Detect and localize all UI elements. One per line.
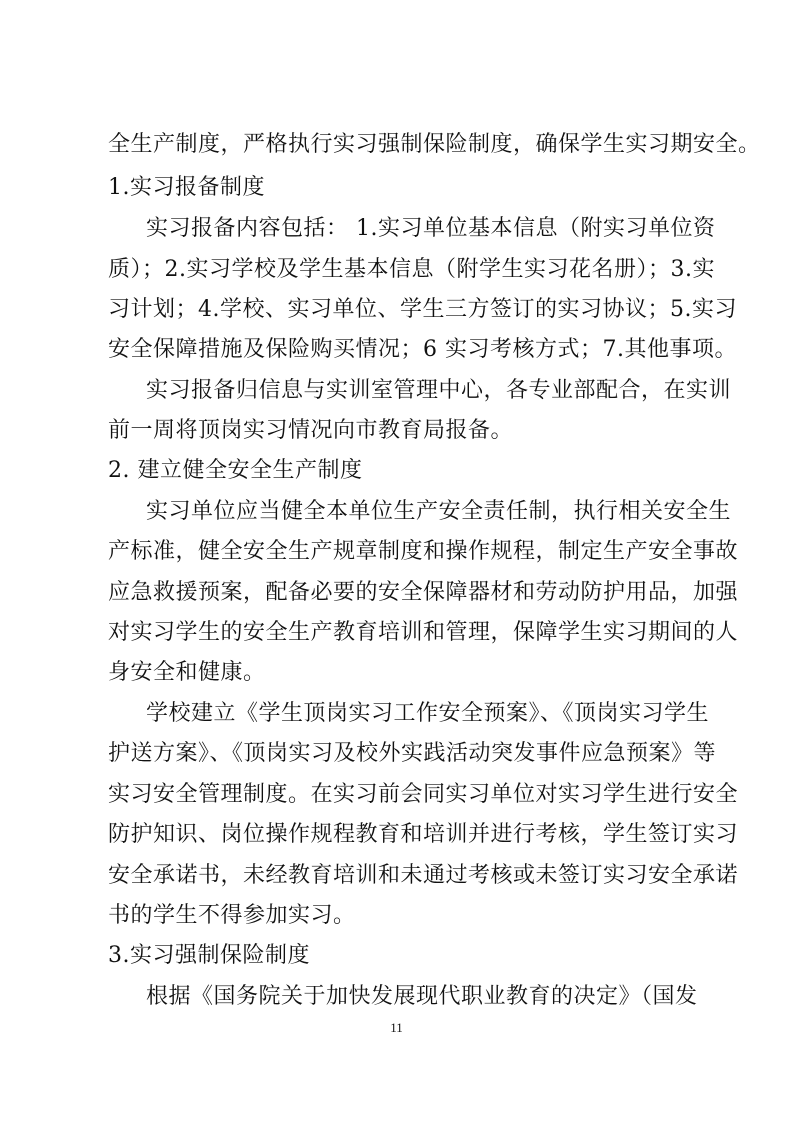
paragraph-line: 安全承诺书，未经教育培训和未通过考核或未签订实习安全承诺 (108, 863, 739, 888)
section-heading: 2. 建立健全安全生产制度 (108, 458, 363, 483)
paragraph-line: 习计划；4.学校、实习单位、学生三方签订的实习协议；5.实习 (108, 297, 737, 322)
paragraph-line: 防护知识、岗位操作规程教育和培训并进行考核，学生签订实习 (108, 822, 739, 847)
section-heading: 3.实习强制保险制度 (108, 943, 310, 968)
paragraph-line: 实习安全管理制度。在实习前会同实习单位对实习学生进行安全 (108, 782, 739, 807)
paragraph-line: 全生产制度，严格执行实习强制保险制度，确保学生实习期安全。 (108, 132, 761, 157)
paragraph-line: 护送方案》、《顶岗实习及校外实践活动突发事件应急预案》等 (108, 741, 717, 766)
paragraph-line: 前一周将顶岗实习情况向市教育局报备。 (108, 418, 514, 443)
paragraph-line: 应急救援预案，配备必要的安全保障器材和劳动防护用品，加强 (108, 580, 739, 605)
paragraph-line: 安全保障措施及保险购买情况；6 实习考核方式；7.其他事项。 (108, 337, 737, 362)
page-number: 11 (390, 1020, 403, 1035)
paragraph-line: 质）；2.实习学校及学生基本信息（附学生实习花名册）；3.实 (108, 257, 715, 282)
paragraph-line: 实习报备归信息与实训室管理中心，各专业部配合，在实训 (146, 378, 732, 403)
paragraph-line: 书的学生不得参加实习。 (108, 903, 356, 928)
paragraph-line: 对实习学生的安全生产教育培训和管理，保障学生实习期间的人 (108, 620, 739, 645)
paragraph-line: 产标准，健全安全生产规章制度和操作规程，制定生产安全事故 (108, 539, 739, 564)
paragraph-line: 实习报备内容包括： 1.实习单位基本信息（附实习单位资 (146, 216, 716, 241)
paragraph-line: 实习单位应当健全本单位生产安全责任制，执行相关安全生 (146, 499, 732, 524)
section-heading: 1.实习报备制度 (108, 175, 265, 200)
paragraph-line: 身安全和健康。 (108, 660, 266, 685)
paragraph-line: 学校建立《学生顶岗实习工作安全预案》、《顶岗实习学生 (146, 701, 710, 726)
paragraph-line: 根据《国务院关于加快发展现代职业教育的决定》（国发 (146, 984, 698, 1009)
